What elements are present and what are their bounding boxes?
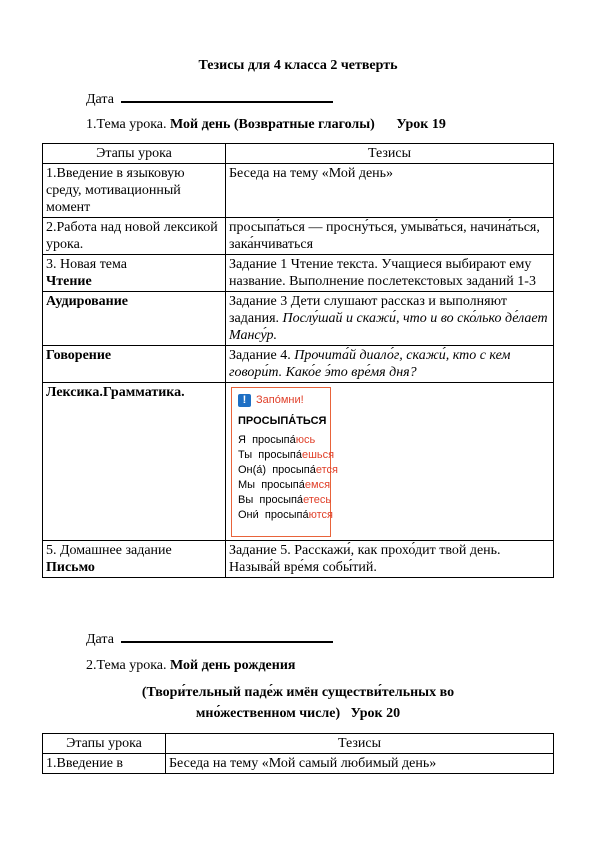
header-theses: Тезисы: [226, 144, 554, 164]
topic-title: Мой день (Возвратные глаголы): [170, 117, 375, 132]
table-row: [43, 164, 554, 218]
stage-cell: [43, 255, 226, 292]
thesis-italic: Прочита́й диало́г, скажи́, кто с кем говори́т. Како́е э́то вре́мя дня?: [229, 348, 511, 380]
lesson-number: Урок 19: [396, 117, 446, 132]
header-stages: Этапы урока: [43, 734, 166, 754]
table-header-row: [43, 144, 554, 164]
thesis-cell: Задание 5. Расскажи́, как прохо́дит твой день. Называ́й вре́мя собы́тий.: [226, 541, 554, 578]
lesson-number: Урок 20: [350, 706, 401, 721]
date-label: Дата: [86, 632, 114, 647]
thesis-text: Задание 3 Дети слушают рассказ и выполняют задания.: [229, 294, 507, 326]
stage-cell: 2.Работа над новой лексикой урока.: [43, 218, 226, 255]
thesis-cell: [226, 292, 554, 346]
date-blank: [121, 88, 333, 103]
remember-card: [231, 387, 339, 537]
card-header: [238, 392, 324, 409]
header-stages: Этапы урока: [43, 144, 226, 164]
topic-prefix: 1.Тема урока.: [86, 117, 167, 132]
thesis-text: Задание 4.: [229, 348, 291, 363]
card-title: Запо́мни!: [256, 394, 304, 406]
thesis-cell: просыпа́ться — просну́ться, умыва́ться, начина́ться, зака́нчиваться: [226, 218, 554, 255]
date-blank: [121, 628, 333, 643]
topic-line-2: [86, 658, 295, 674]
table-header-row: [43, 734, 554, 754]
conjugation-row: Они́ просыпа́ются: [238, 509, 333, 521]
document-title: Тезисы для 4 класса 2 четверть: [198, 58, 398, 73]
header-theses: Тезисы: [166, 734, 554, 754]
stage-bold: Письмо: [46, 560, 95, 575]
date-line-2: [86, 628, 333, 648]
thesis-cell: Беседа на тему «Мой самый любимый день»: [166, 754, 554, 774]
stage-bold: Чтение: [46, 274, 92, 289]
conjugation-row: Вы просыпа́етесь: [238, 494, 332, 506]
date-line-1: [86, 88, 333, 108]
stage-cell: Аудирование: [43, 292, 226, 346]
lesson-table-1: [42, 143, 554, 578]
topic-prefix: 2.Тема урока.: [86, 658, 167, 673]
conjugation-row: Ты просыпа́ешься: [238, 449, 335, 461]
table-row: [43, 218, 554, 255]
conjugation-row: Мы просыпа́емся: [238, 479, 331, 491]
thesis-cell: [226, 346, 554, 383]
stage-cell: 1.Введение в языковую среду, мотивационный момент: [43, 164, 226, 218]
table-row: [43, 754, 554, 774]
thesis-cell: [226, 383, 554, 541]
table-row: [43, 346, 554, 383]
table-row: [43, 383, 554, 541]
topic-subtitle-line-1: (Твори́тельный паде́ж имён существи́тельных во: [141, 685, 455, 700]
topic-subtitle-line-2: [0, 706, 596, 722]
thesis-italic: Послу́шай и скажи́, что и во ско́лько де́лает Мансу́р.: [229, 311, 548, 343]
topic-title: Мой день рождения: [170, 658, 296, 673]
exclamation-icon: !: [238, 394, 251, 407]
conjugation-row: Он(а́) просыпа́ется: [238, 464, 339, 476]
table-row: [43, 292, 554, 346]
table-row: [43, 541, 554, 578]
stage-cell: 1.Введение в: [43, 754, 166, 774]
thesis-cell: Беседа на тему «Мой день»: [226, 164, 554, 218]
topic-line-1: [86, 117, 446, 133]
topic-subtitle: мно́жественном числе): [195, 706, 341, 721]
table-row: [43, 255, 554, 292]
stage-cell: Лексика.Грамматика.: [43, 383, 226, 541]
thesis-cell: Задание 1 Чтение текста. Учащиеся выбирают ему название. Выполнение послетекстовых заданий 1-3: [226, 255, 554, 292]
card-verb: ПРОСЫПА́ТЬСЯ: [238, 415, 327, 427]
conjugation-row: Я просыпа́юсь: [238, 434, 316, 446]
lesson-table-2: [42, 733, 554, 774]
stage-cell: Говорение: [43, 346, 226, 383]
stage-text: 5. Домашнее задание: [46, 543, 172, 558]
stage-cell: [43, 541, 226, 578]
date-label: Дата: [86, 92, 114, 107]
stage-text: 3. Новая тема: [46, 257, 127, 272]
